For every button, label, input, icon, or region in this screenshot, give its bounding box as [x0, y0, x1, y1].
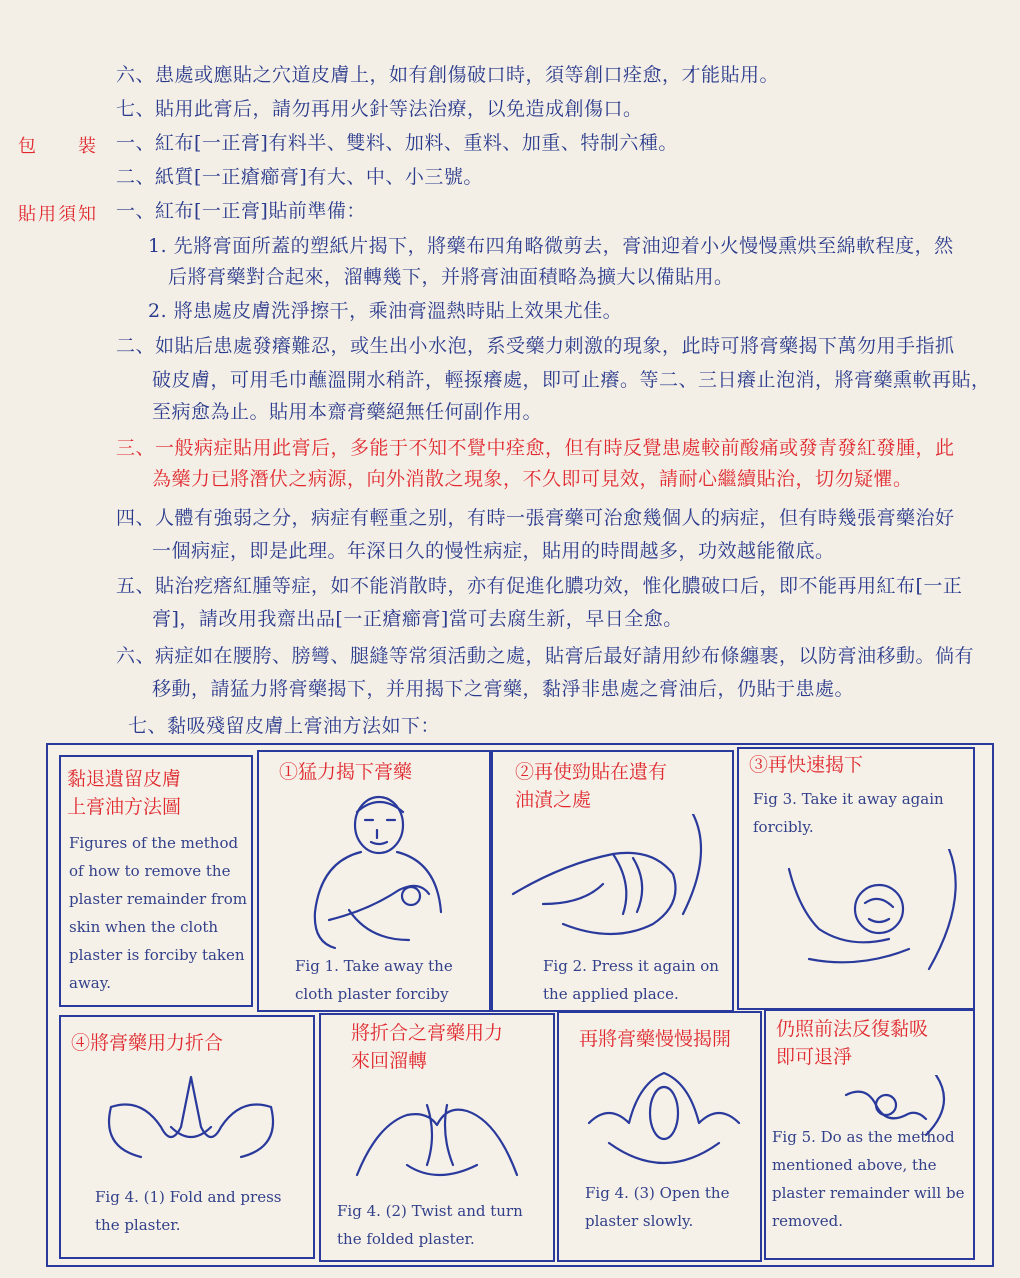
text-line: 一個病症，即是此理。年深日久的慢性病症，貼用的時間越多，功效越能徹底。 [152, 540, 835, 562]
hands-twist-illustration [347, 1085, 537, 1195]
panel-title: ④將膏藥用力折合 [71, 1032, 224, 1054]
panel-title: ②再使勁貼在遺有 油漬之處 [515, 761, 668, 811]
panel-caption: Fig 4. (1) Fold and press the plaster. [95, 1188, 282, 1234]
text-line: 五、貼治疙瘩紅腫等症，如不能消散時，亦有促進化膿功效，惟化膿破口后，即不能再用紅布[一正 [116, 575, 963, 597]
text-line: 二、紙質[一正瘡癤膏]有大、中、小三號。 [116, 166, 483, 188]
text-line: 六、患處或應貼之穴道皮膚上，如有創傷破口時，須等創口痊愈，才能貼用。 [116, 64, 780, 86]
panel-caption: Fig 3. Take it away again forcibly. [753, 790, 944, 836]
text-line: 六、病症如在腰胯、膀彎、腿縫等常須活動之處，貼膏后最好請用紗布條纏裹，以防膏油移動。倘有 [116, 645, 975, 667]
panel-caption: Fig 4. (3) Open the plaster slowly. [585, 1184, 730, 1230]
panel-title: ③再快速揭下 [749, 754, 864, 776]
text-line: 膏]，請改用我齋出品[一正瘡癤膏]當可去腐生新，早日全愈。 [152, 608, 683, 630]
text-line: 1. 先將膏面所蓋的塑紙片揭下，將藥布四角略微剪去，膏油迎着小火慢慢熏烘至綿軟程度，然 [148, 235, 954, 257]
text-line: 破皮膚，可用毛巾蘸溫開水稍許，輕揼癢處，即可止癢。等二、三日癢止泡消，將膏藥熏軟再貼， [152, 369, 991, 391]
text-line: 至病愈為止。貼用本齋膏藥絕無任何副作用。 [152, 401, 543, 423]
panel-fig4-1 [59, 1015, 315, 1259]
panel-title: 再將膏藥慢慢揭開 [579, 1028, 732, 1050]
text-line: 一、紅布[一正膏]貼前準備： [116, 200, 366, 222]
panel-title: ①猛力揭下膏藥 [279, 761, 413, 783]
panel-caption: Fig 4. (2) Twist and turn the folded plaster. [337, 1202, 523, 1248]
hands-open-illustration [579, 1063, 749, 1183]
panel-caption: Figures of the method of how to remove the plaster remainder from skin when the cloth plaster is forciby taken away. [69, 834, 247, 992]
text-line: 二、如貼后患處發癢難忍，或生出小水泡，系受藥力刺激的現象，此時可將膏藥揭下萬勿用手指抓 [116, 335, 955, 357]
hand-pull-illustration [769, 849, 969, 989]
panel-intro [59, 755, 253, 1007]
panel-fig3 [737, 747, 975, 1010]
panel-fig4-2 [319, 1013, 555, 1262]
text-line-red: 為藥力已將潛伏之病源，向外消散之現象，不久即可見效，請耐心繼續貼治，切勿疑懼。 [152, 468, 913, 490]
panel-caption: Fig 1. Take away the cloth plaster forciby [295, 957, 453, 1003]
panel-title: 黏退遺留皮膚 上膏油方法圖 [67, 768, 182, 818]
text-line-red: 三、一般病症貼用此膏后，多能于不知不覺中痊愈，但有時反覺患處較前酸痛或發青發紅發腫，此 [116, 437, 955, 459]
packaging-label: 包 裝 [18, 136, 98, 157]
panel-fig4-3 [557, 1011, 762, 1262]
panel-fig1 [257, 750, 491, 1012]
panel-caption: Fig 5. Do as the method mentioned above, the plaster remainder will be removed. [772, 1128, 965, 1230]
text-line: 移動，請猛力將膏藥揭下，并用揭下之膏藥，黏淨非患處之膏油后，仍貼于患處。 [152, 678, 855, 700]
man-illustration [299, 790, 459, 960]
panel-fig2 [491, 750, 734, 1012]
text-line: 七、黏吸殘留皮膚上膏油方法如下： [128, 715, 441, 737]
text-line: 四、人體有強弱之分，病症有輕重之别，有時一張膏藥可治愈幾個人的病症，但有時幾張膏藥治好 [116, 507, 955, 529]
text-line: 一、紅布[一正膏]有料半、雙料、加料、重料、加重、特制六種。 [116, 132, 678, 154]
text-line: 2. 將患處皮膚洗淨擦干，乘油膏溫熱時貼上效果尤佳。 [148, 300, 623, 322]
panel-title: 將折合之膏藥用力 來回溜轉 [351, 1022, 504, 1072]
hands-fold-illustration [91, 1067, 291, 1187]
panel-fig5 [764, 1009, 975, 1260]
instructions-label: 貼用須知 [18, 204, 98, 225]
hand-press-illustration [503, 814, 723, 954]
text-line: 七、貼用此膏后，請勿再用火針等法治療，以免造成創傷口。 [116, 98, 643, 120]
text-line: 后將膏藥對合起來，溜轉幾下，并將膏油面積略為擴大以備貼用。 [168, 266, 734, 288]
panel-caption: Fig 2. Press it again on the applied place. [543, 957, 719, 1003]
panel-title: 仍照前法反復黏吸 即可退淨 [776, 1018, 929, 1068]
